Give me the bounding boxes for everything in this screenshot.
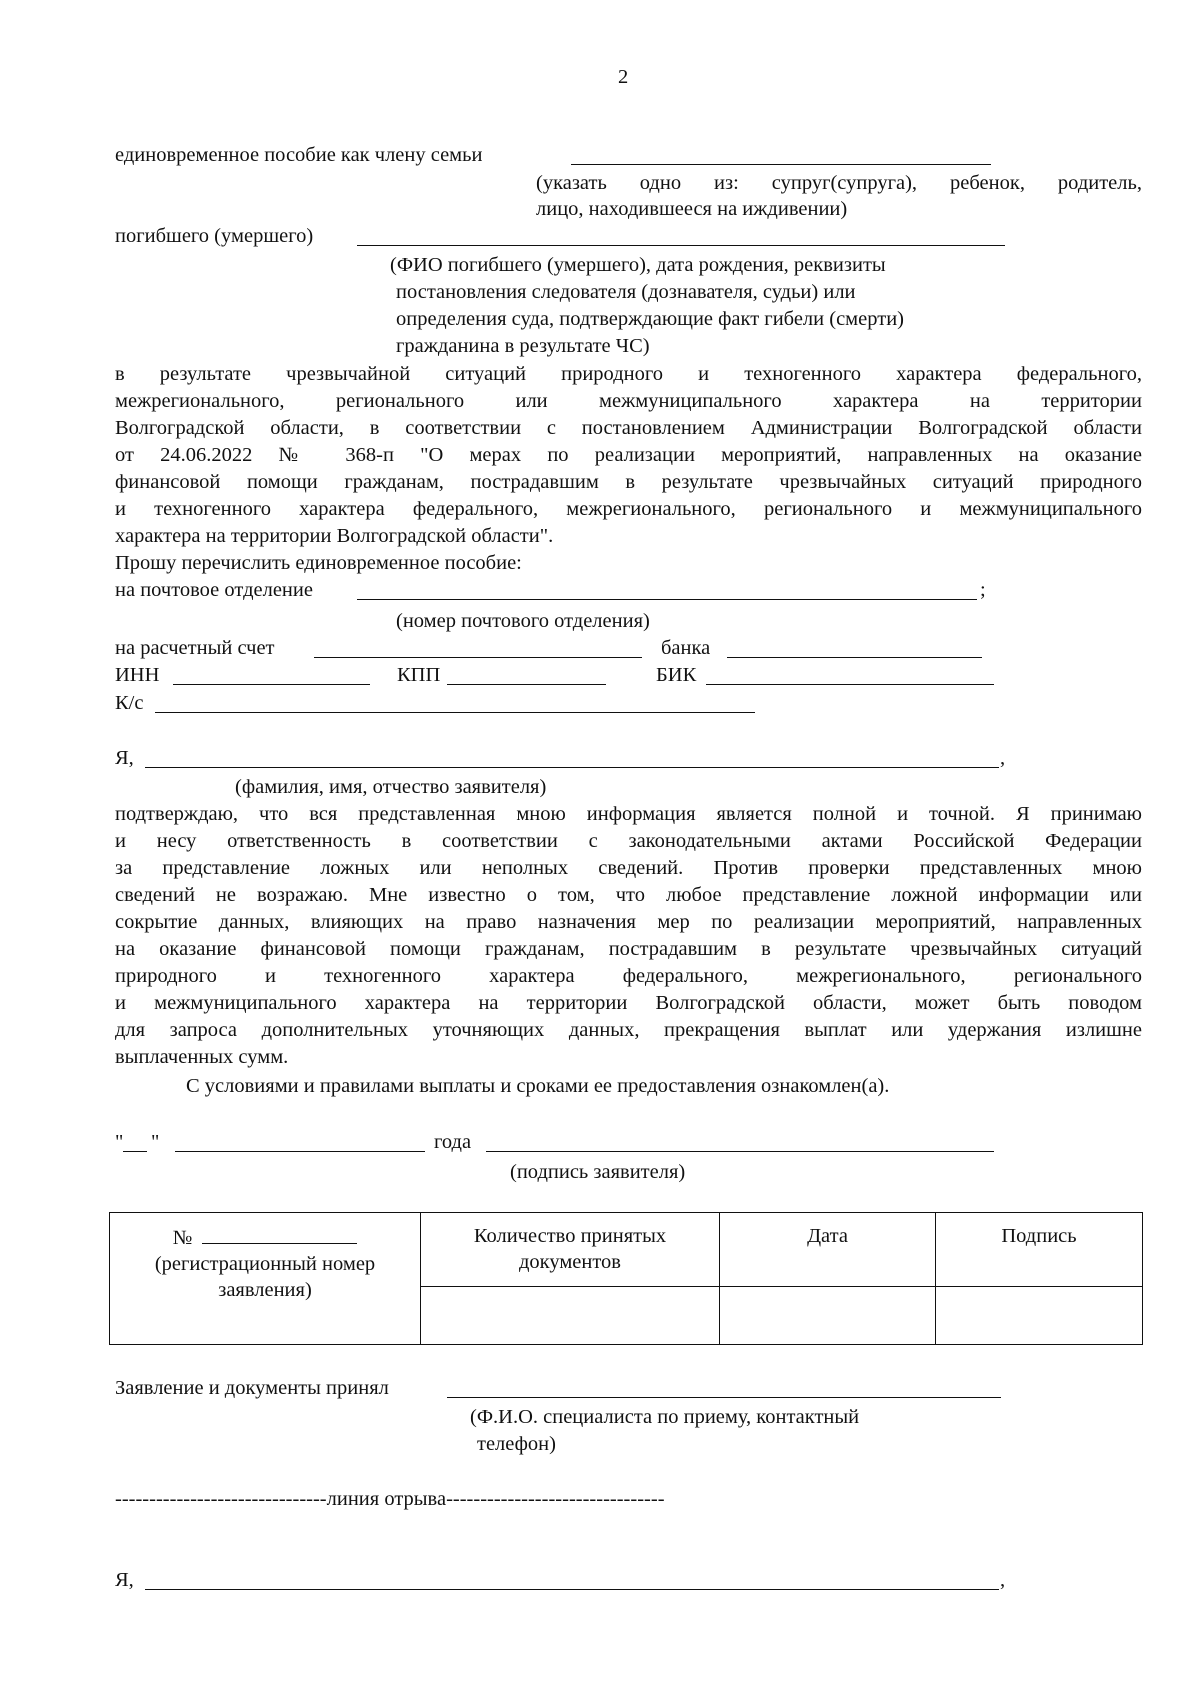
applicant-prefix: Я, — [115, 747, 134, 769]
date-day-field[interactable] — [123, 1151, 147, 1152]
intro-hint-1: (указать одно из: супруг(супруга), ребенок, родитель, — [536, 172, 1142, 194]
confirmation-line: за представление ложных или неполных сведений. Против проверки представленных мною — [115, 857, 1142, 879]
bottom-applicant-suffix: , — [1000, 1569, 1006, 1591]
accepted-hint-1: (Ф.И.О. специалиста по приему, контактный — [470, 1406, 860, 1428]
deceased-hint-2: постановления следователя (дознавателя, судьи) или — [396, 281, 856, 303]
transfer-request: Прошу перечислить единовременное пособие: — [115, 552, 522, 574]
post-office-label: на почтовое отделение — [115, 579, 313, 601]
documents-count-cell[interactable] — [421, 1287, 720, 1345]
registration-hint-1: (регистрационный номер — [154, 1253, 376, 1275]
date-quote-open: " — [115, 1131, 124, 1153]
main-paragraph-line: в результате чрезвычайной ситуаций природного и техногенного характера федерального, — [115, 363, 1142, 385]
specialist-field[interactable] — [447, 1397, 1001, 1398]
tear-line-label: линия отрыва — [326, 1488, 447, 1510]
documents-count-header — [421, 1213, 720, 1287]
bottom-applicant-prefix: Я, — [115, 1569, 134, 1591]
ks-label: К/с — [115, 692, 144, 714]
post-office-field[interactable] — [357, 599, 977, 600]
tear-line — [115, 1486, 665, 1512]
account-label: на расчетный счет — [115, 637, 275, 659]
applicant-suffix: , — [1000, 747, 1006, 769]
ks-field[interactable] — [155, 712, 755, 713]
kpp-field[interactable] — [447, 684, 606, 685]
post-office-hint: (номер почтового отделения) — [396, 610, 650, 632]
signature-hint: (подпись заявителя) — [510, 1161, 686, 1183]
tear-line-left: ------------------------------- — [115, 1488, 327, 1510]
confirmation-line: на оказание финансовой помощи гражданам, пострадавшим в результате чрезвычайных ситуаций — [115, 938, 1142, 960]
registration-hint-2: заявления) — [218, 1279, 312, 1301]
bank-label: банка — [661, 637, 711, 659]
intro-hint-2: лицо, находившееся на иждивении) — [536, 198, 848, 220]
bottom-applicant-name-field[interactable] — [145, 1589, 999, 1590]
date-quote-close: " — [151, 1131, 160, 1153]
bik-field[interactable] — [706, 684, 994, 685]
intro-label: единовременное пособие как члену семьи — [115, 144, 483, 166]
main-paragraph-line: характера на территории Волгоградской области". — [115, 525, 554, 547]
main-paragraph-line: от 24.06.2022 № 368-п "О мерах по реализации мероприятий, направленных на оказание — [115, 444, 1142, 466]
registration-number-field[interactable] — [202, 1223, 357, 1244]
signature-cell[interactable] — [936, 1287, 1143, 1345]
number-symbol: № — [172, 1227, 193, 1249]
bik-label: БИК — [656, 664, 697, 686]
documents-count-line-2: документов — [519, 1251, 621, 1273]
accepted-label: Заявление и документы принял — [115, 1377, 389, 1399]
year-label: года — [434, 1131, 472, 1153]
registration-number-cell — [110, 1213, 421, 1345]
date-cell[interactable] — [720, 1287, 936, 1345]
signature-header: Подпись — [936, 1213, 1143, 1287]
main-paragraph-line: финансовой помощи гражданам, пострадавшим в результате чрезвычайных ситуаций природного — [115, 471, 1142, 493]
kpp-label: КПП — [397, 664, 441, 686]
date-month-field[interactable] — [175, 1151, 425, 1152]
confirmation-line: подтверждаю, что вся представленная мною информация является полной и точной. Я принимаю — [115, 803, 1142, 825]
registration-table — [109, 1212, 1143, 1345]
tear-line-right: -------------------------------- — [446, 1488, 665, 1510]
post-office-end: ; — [980, 579, 986, 601]
accepted-hint-2: телефон) — [477, 1433, 556, 1455]
confirmation-line: для запроса дополнительных уточняющих данных, прекращения выплат или удержания излишне — [115, 1019, 1142, 1041]
deceased-hint-1: (ФИО погибшего (умершего), дата рождения, реквизиты — [390, 254, 886, 276]
applicant-name-field[interactable] — [145, 767, 999, 768]
main-paragraph-line: и техногенного характера федерального, межрегионального, регионального и межмуниципального — [115, 498, 1142, 520]
confirmation-line: выплаченных сумм. — [115, 1046, 289, 1068]
confirmation-line: и межмуниципального характера на территории Волгоградской области, может быть поводом — [115, 992, 1142, 1014]
applicant-hint: (фамилия, имя, отчество заявителя) — [235, 776, 547, 798]
documents-count-line-1: Количество принятых — [473, 1225, 667, 1247]
bank-field[interactable] — [727, 657, 982, 658]
confirmation-line: сведений не возражаю. Мне известно о том, что любое представление ложной информации или — [115, 884, 1142, 906]
inn-label: ИНН — [115, 664, 160, 686]
deceased-hint-3: определения суда, подтверждающие факт гибели (смерти) — [396, 308, 904, 330]
date-header: Дата — [720, 1213, 936, 1287]
page-number: 2 — [618, 66, 629, 88]
signature-field[interactable] — [486, 1151, 994, 1152]
family-relation-field[interactable] — [571, 164, 991, 165]
confirmation-line: и несу ответственность в соответствии с законодательными актами Российской Федерации — [115, 830, 1142, 852]
confirmation-line: природного и техногенного характера федерального, межрегионального, регионального — [115, 965, 1142, 987]
main-paragraph-line: межрегионального, регионального или межмуниципального характера на территории — [115, 390, 1142, 412]
deceased-label: погибшего (умершего) — [115, 225, 314, 247]
account-field[interactable] — [314, 657, 642, 658]
acknowledgement: С условиями и правилами выплаты и сроками ее предоставления ознакомлен(а). — [186, 1075, 890, 1097]
deceased-field[interactable] — [357, 245, 1005, 246]
main-paragraph-line: Волгоградской области, в соответствии с постановлением Администрации Волгоградской области — [115, 417, 1142, 439]
confirmation-line: сокрытие данных, влияющих на право назначения мер по реализации мероприятий, направленных — [115, 911, 1142, 933]
deceased-hint-4: гражданина в результате ЧС) — [396, 335, 650, 357]
inn-field[interactable] — [173, 684, 370, 685]
